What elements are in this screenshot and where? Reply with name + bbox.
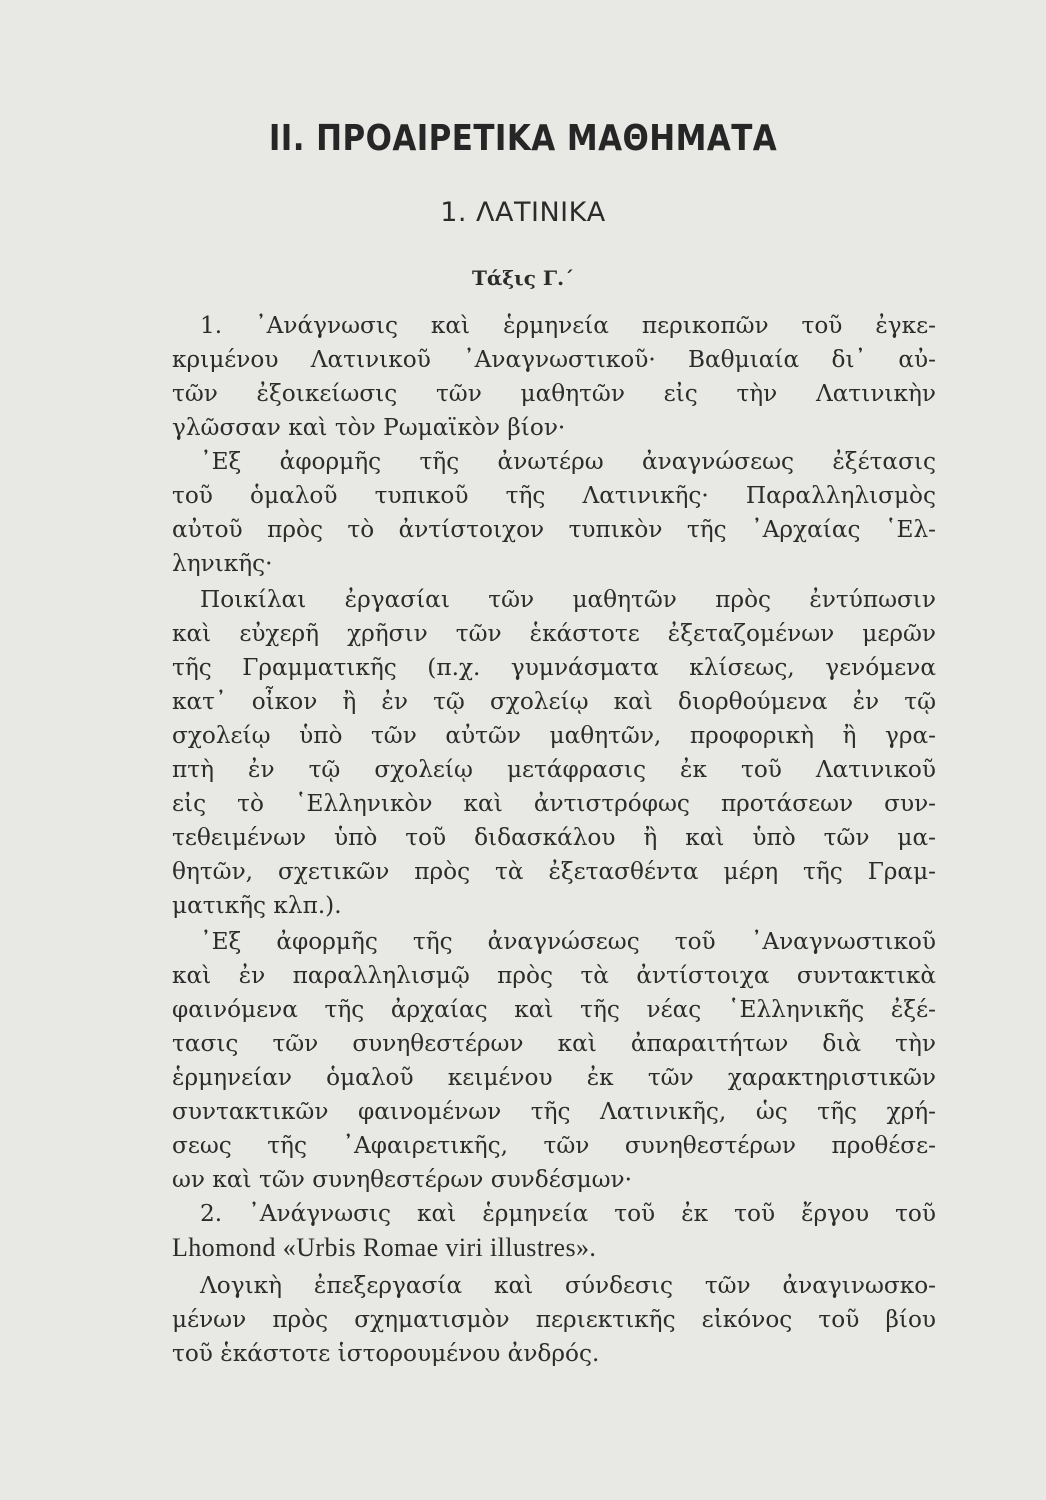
text-line: Lhomond «Urbis Romae viri illustres».: [172, 1233, 597, 1262]
class-heading: Τάξις Γ.΄: [471, 266, 575, 290]
text-line: Ποικίλαι ἐργασίαι τῶν μαθητῶν πρὸς ἐντύπωσιν: [200, 586, 936, 613]
text-line: ληνικῆς·: [172, 550, 273, 577]
text-line: τοῦ ἑκάστοτε ἱστορουμένου ἀνδρός.: [172, 1340, 600, 1367]
text-line: 1. ᾿Ανάγνωσις καὶ ἑρμηνεία περικοπῶν τοῦ ἐγκε-: [200, 312, 936, 339]
text-line: τεθειμένων ὑπὸ τοῦ διδασκάλου ἢ καὶ ὑπὸ τῶν μα-: [172, 824, 936, 851]
section-heading: 1. ΛΑΤΙΝΙΚΑ: [440, 197, 606, 228]
text-line: ων καὶ τῶν συνηθεστέρων συνδέσμων·: [172, 1166, 633, 1193]
text-line: γλῶσσαν καὶ τὸν Ρωμαϊκὸν βίον·: [172, 414, 566, 441]
text-line: τασις τῶν συνηθεστέρων καὶ ἀπαραιτήτων διὰ τὴν: [172, 1030, 936, 1057]
text-line: τῆς Γραμματικῆς (π.χ. γυμνάσματα κλίσεως, γενόμενα: [172, 654, 936, 681]
text-line: κριμένου Λατινικοῦ ᾿Αναγνωστικοῦ· Βαθμιαία δι᾿ αὐ-: [172, 346, 936, 373]
text-line: συντακτικῶν φαινομένων τῆς Λατινικῆς, ὡς τῆς χρή-: [172, 1098, 936, 1125]
text-line: ἑρμηνείαν ὁμαλοῦ κειμένου ἐκ τῶν χαρακτηριστικῶν: [172, 1064, 936, 1091]
text-line: τῶν ἐξοικείωσις τῶν μαθητῶν εἰς τὴν Λατινικὴν: [172, 380, 936, 407]
text-line: καὶ εὐχερῆ χρῆσιν τῶν ἑκάστοτε ἐξεταζομένων μερῶν: [172, 620, 936, 647]
text-line: ᾿Εξ ἀφορμῆς τῆς ἀνωτέρω ἀναγνώσεως ἐξέτασις: [200, 448, 936, 475]
text-line: ᾿Εξ ἀφορμῆς τῆς ἀναγνώσεως τοῦ ᾿Αναγνωστικοῦ: [200, 928, 936, 955]
text-line: τοῦ ὁμαλοῦ τυπικοῦ τῆς Λατινικῆς· Παραλληλισμὸς: [172, 482, 936, 509]
text-line: αὐτοῦ πρὸς τὸ ἀντίστοιχον τυπικὸν τῆς ᾿Αρχαίας ῾Ελ-: [172, 516, 936, 543]
text-line: ματικῆς κλπ.).: [172, 892, 342, 919]
text-line: 2. ᾿Ανάγνωσις καὶ ἑρμηνεία τοῦ ἐκ τοῦ ἔργου τοῦ: [200, 1200, 936, 1227]
text-line: μένων πρὸς σχηματισμὸν περιεκτικῆς εἰκόνος τοῦ βίου: [172, 1306, 936, 1333]
text-line: θητῶν, σχετικῶν πρὸς τὰ ἐξετασθέντα μέρη τῆς Γραμ-: [172, 858, 936, 885]
page-title: II. ΠΡΟΑΙΡΕΤΙΚΑ ΜΑΘΗΜΑΤΑ: [268, 118, 778, 159]
text-line: καὶ ἐν παραλληλισμῷ πρὸς τὰ ἀντίστοιχα συντακτικὰ: [172, 962, 936, 989]
text-line: κατ᾿ οἶκον ἢ ἐν τῷ σχολείῳ καὶ διορθούμενα ἐν τῷ: [172, 688, 936, 715]
text-line: εἰς τὸ ῾Ελληνικὸν καὶ ἀντιστρόφως προτάσεων συν-: [172, 790, 936, 817]
text-line: πτὴ ἐν τῷ σχολείῳ μετάφρασις ἐκ τοῦ Λατινικοῦ: [172, 756, 936, 783]
text-line: Λογικὴ ἐπεξεργασία καὶ σύνδεσις τῶν ἀναγινωσκο-: [200, 1272, 936, 1299]
text-line: σεως τῆς ᾿Αφαιρετικῆς, τῶν συνηθεστέρων προθέσε-: [172, 1132, 936, 1159]
text-line: σχολείῳ ὑπὸ τῶν αὐτῶν μαθητῶν, προφορικὴ ἢ γρα-: [172, 722, 936, 749]
text-line: φαινόμενα τῆς ἀρχαίας καὶ τῆς νέας ῾Ελληνικῆς ἐξέ-: [172, 996, 936, 1023]
